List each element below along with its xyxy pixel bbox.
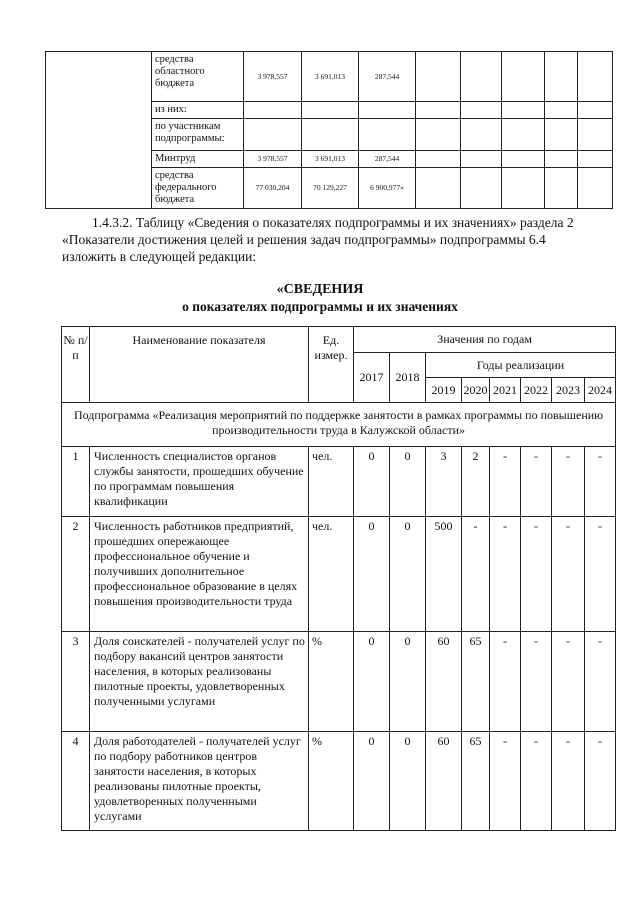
finance-value: 3 691,013 xyxy=(302,151,359,168)
finance-value: 287,544 xyxy=(359,151,416,168)
col-header-values: Значения по годам xyxy=(354,327,616,353)
amendment-paragraph xyxy=(62,214,612,265)
value-cell: 0 xyxy=(354,632,390,732)
paragraph-line: «Показатели достижения целей и решения задач подпрограммы» подпрограммы 6.4 xyxy=(62,232,546,247)
value-cell: - xyxy=(490,732,521,831)
finance-value: 3 691,013 xyxy=(302,52,359,102)
year-header: 2021 xyxy=(490,378,521,403)
value-cell: - xyxy=(552,517,585,632)
value-cell: - xyxy=(585,517,616,632)
finance-value: 77 030,204 xyxy=(244,168,302,209)
finance-label: средства федерального бюджета xyxy=(152,168,244,209)
value-cell: - xyxy=(521,632,552,732)
row-number: 4 xyxy=(62,732,90,831)
table-row xyxy=(62,732,616,831)
indicator-unit: чел. xyxy=(309,517,354,632)
value-cell: 3 xyxy=(426,447,462,517)
col-header-num: № п/п xyxy=(62,327,90,403)
value-cell: - xyxy=(490,447,521,517)
indicator-name: Доля работодателей - получателей услуг по подбору работников центров занятости населения, в которых реализованы пилотные проекты, удовлетворенных полученными услугами xyxy=(90,732,309,831)
subprogram-title: Подпрограмма «Реализация мероприятий по поддержке занятости в рамках программы по повышению производительности труда в Калужской области» xyxy=(62,403,616,447)
value-cell: 2 xyxy=(462,447,490,517)
finance-label: средства областного бюджета xyxy=(152,52,244,102)
value-cell: - xyxy=(521,517,552,632)
indicator-name: Численность специалистов органов службы занятости, прошедших обучение по программам повышения квалификации xyxy=(90,447,309,517)
finance-merged-cell xyxy=(46,52,152,209)
value-cell: 0 xyxy=(354,517,390,632)
indicators-table xyxy=(61,326,616,831)
indicator-unit: % xyxy=(309,632,354,732)
value-cell: 0 xyxy=(390,732,426,831)
col-header-implementation: Годы реализации xyxy=(426,353,616,378)
year-header: 2022 xyxy=(521,378,552,403)
value-cell: - xyxy=(552,732,585,831)
subprogram-row xyxy=(62,403,616,447)
year-header: 2024 xyxy=(585,378,616,403)
finance-value: 6 900,977» xyxy=(359,168,416,209)
table-row xyxy=(62,517,616,632)
indicator-name: Доля соискателей - получателей услуг по подбору вакансий центров занятости населения, в которых реализованы пилотные проекты, удовлетворенных полученными услугами xyxy=(90,632,309,732)
value-cell: 0 xyxy=(354,447,390,517)
value-cell: 0 xyxy=(390,517,426,632)
row-number: 2 xyxy=(62,517,90,632)
year-header: 2023 xyxy=(552,378,585,403)
value-cell: 0 xyxy=(390,447,426,517)
finance-label: из них: xyxy=(152,102,244,119)
paragraph-line: 1.4.3.2. Таблицу «Сведения о показателях подпрограммы и их значениях» раздела 2 xyxy=(92,215,574,230)
indicator-name: Численность работников предприятий, прошедших опережающее профессиональное обучение и получивших дополнительное профессиональное образование в целях повышения производительности труда xyxy=(90,517,309,632)
value-cell: - xyxy=(585,632,616,732)
paragraph-line: изложить в следующей редакции: xyxy=(62,249,257,264)
row-number: 1 xyxy=(62,447,90,517)
year-header: 2020 xyxy=(462,378,490,403)
value-cell: 65 xyxy=(462,632,490,732)
value-cell: - xyxy=(462,517,490,632)
indicator-unit: % xyxy=(309,732,354,831)
finance-table xyxy=(45,51,613,209)
value-cell: - xyxy=(585,732,616,831)
table-subtitle: о показателях подпрограммы и их значениях xyxy=(182,299,458,314)
year-header: 2018 xyxy=(390,353,426,403)
finance-label: Минтруд xyxy=(152,151,244,168)
table-title: «СВЕДЕНИЯ xyxy=(276,282,364,297)
value-cell: - xyxy=(552,632,585,732)
value-cell: - xyxy=(585,447,616,517)
value-cell: - xyxy=(552,447,585,517)
value-cell: 65 xyxy=(462,732,490,831)
table-row xyxy=(62,632,616,732)
header-row xyxy=(62,327,616,353)
value-cell: - xyxy=(521,447,552,517)
finance-label: по участникам подпрограммы: xyxy=(152,119,244,151)
finance-value: 3 978,557 xyxy=(244,151,302,168)
year-header: 2019 xyxy=(426,378,462,403)
value-cell: - xyxy=(490,517,521,632)
col-header-unit: Ед. измер. xyxy=(309,327,354,403)
value-cell: - xyxy=(521,732,552,831)
value-cell: 0 xyxy=(390,632,426,732)
finance-row xyxy=(46,52,613,102)
value-cell: - xyxy=(490,632,521,732)
finance-value: 287,544 xyxy=(359,52,416,102)
finance-value: 70 129,227 xyxy=(302,168,359,209)
year-header: 2017 xyxy=(354,353,390,403)
indicator-unit: чел. xyxy=(309,447,354,517)
value-cell: 0 xyxy=(354,732,390,831)
value-cell: 60 xyxy=(426,632,462,732)
table-row xyxy=(62,447,616,517)
col-header-name: Наименование показателя xyxy=(90,327,309,403)
value-cell: 500 xyxy=(426,517,462,632)
finance-value: 3 978,557 xyxy=(244,52,302,102)
row-number: 3 xyxy=(62,632,90,732)
value-cell: 60 xyxy=(426,732,462,831)
